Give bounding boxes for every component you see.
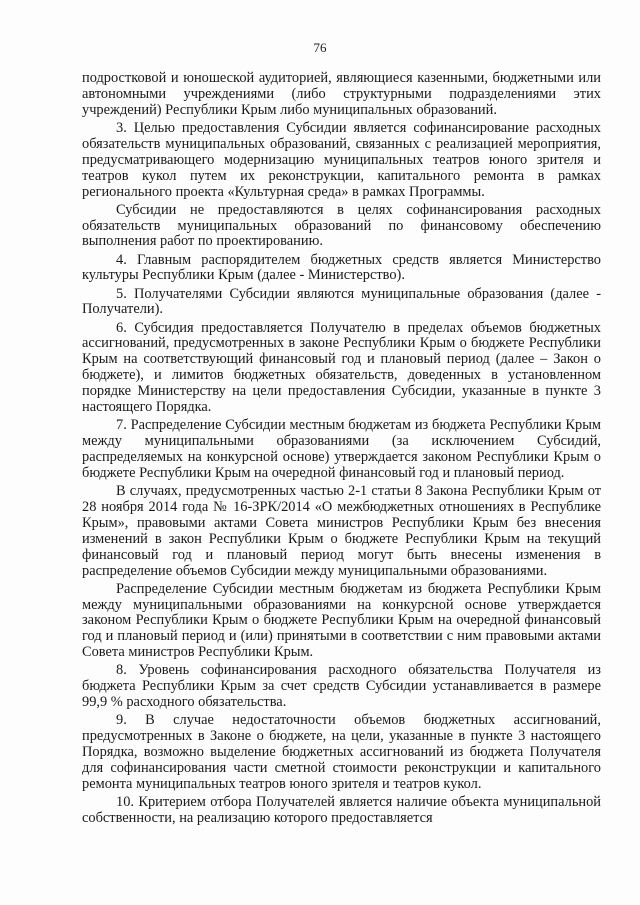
paragraph: В случаях, предусмотренных частью 2-1 статьи 8 Закона Республики Крым от 28 ноября 2014 года № 16-ЗРК/2014 «О межбюджетных отношениях в Республике Крым», правовыми актами Совета министров Республики Крым без внесения изменений в закон Республики Крым о бюджете Республики Крым на текущий финансовый год и плановый период могут быть внесены изменения в распределение объемов Субсидии между муниципальными образованиями. (82, 482, 601, 579)
paragraph: подростковой и юношеской аудиторией, являющиеся казенными, бюджетными или автономными учреждениями (либо структурными подразделениями этих учреждений) Республики Крым либо муниципальных образований. (82, 70, 601, 118)
paragraph: 4. Главным распорядителем бюджетных средств является Министерство культуры Республики Крым (далее - Министерство). (82, 251, 601, 284)
paragraph: Субсидии не предоставляются в целях софинансирования расходных обязательств муниципальных образований по финансовому обеспечению выполнения работ по проектированию. (82, 201, 601, 250)
paragraph: 7. Распределение Субсидии местным бюджетам из бюджета Республики Крым между муниципальными образованиями (за исключением Субсидий, распределяемых на конкурсной основе) утверждается законом Республики Крым о бюджете Республики Крым на очередной финансовый год и плановый период. (82, 417, 601, 481)
paragraph: 8. Уровень софинансирования расходного обязательства Получателя из бюджета Республики Крым за счет средств Субсидии устанавливается в размере 99,9 % расходного обязательства. (82, 662, 601, 711)
document-body (82, 71, 601, 829)
paragraph: 6. Субсидия предоставляется Получателю в пределах объемов бюджетных ассигнований, предусмотренных в законе Республики Крым о бюджете Республики Крым на соответствующий финансовый год и плановый период (далее – Закон о бюджете), и лимитов бюджетных обязательств, доведенных в установленном порядке Министерству на цели предоставления Субсидии, указанные в пункте 3 настоящего Порядка. (82, 319, 601, 416)
page-number: 76 (313, 40, 327, 55)
paragraph: 10. Критерием отбора Получателей является наличие объекта муниципальной собственности, на реализацию которого предоставляется (82, 793, 601, 826)
paragraph: Распределение Субсидии местным бюджетам из бюджета Республики Крым между муниципальными образованиями на конкурсной основе утверждается законом Республики Крым о бюджете Республики Крым на очередной финансовый год и плановый период и (или) принятыми в соответствии с ним правовыми актами Совета министров Республики Крым. (82, 580, 601, 661)
paragraph: 5. Получателями Субсидии являются муниципальные образования (далее - Получатели). (82, 285, 601, 318)
paragraph: 9. В случае недостаточности объемов бюджетных ассигнований, предусмотренных в Законе о бюджете, на цели, указанные в пункте 3 настоящего Порядка, возможно выделение бюджетных ассигнований из бюджета Получателя для софинансирования части сметной стоимости реконструкции и капитального ремонта муниципальных театров юного зрителя и театров кукол. (82, 712, 601, 792)
paragraph: 3. Целью предоставления Субсидии является софинансирование расходных обязательств муниципальных образований, связанных с реализацией мероприятия, предусматривающего модернизацию муниципальных театров юного зрителя и театров кукол путем их реконструкции, капитального ремонта в рамках регионального проекта «Культурная среда» в рамках Программы. (82, 119, 601, 200)
